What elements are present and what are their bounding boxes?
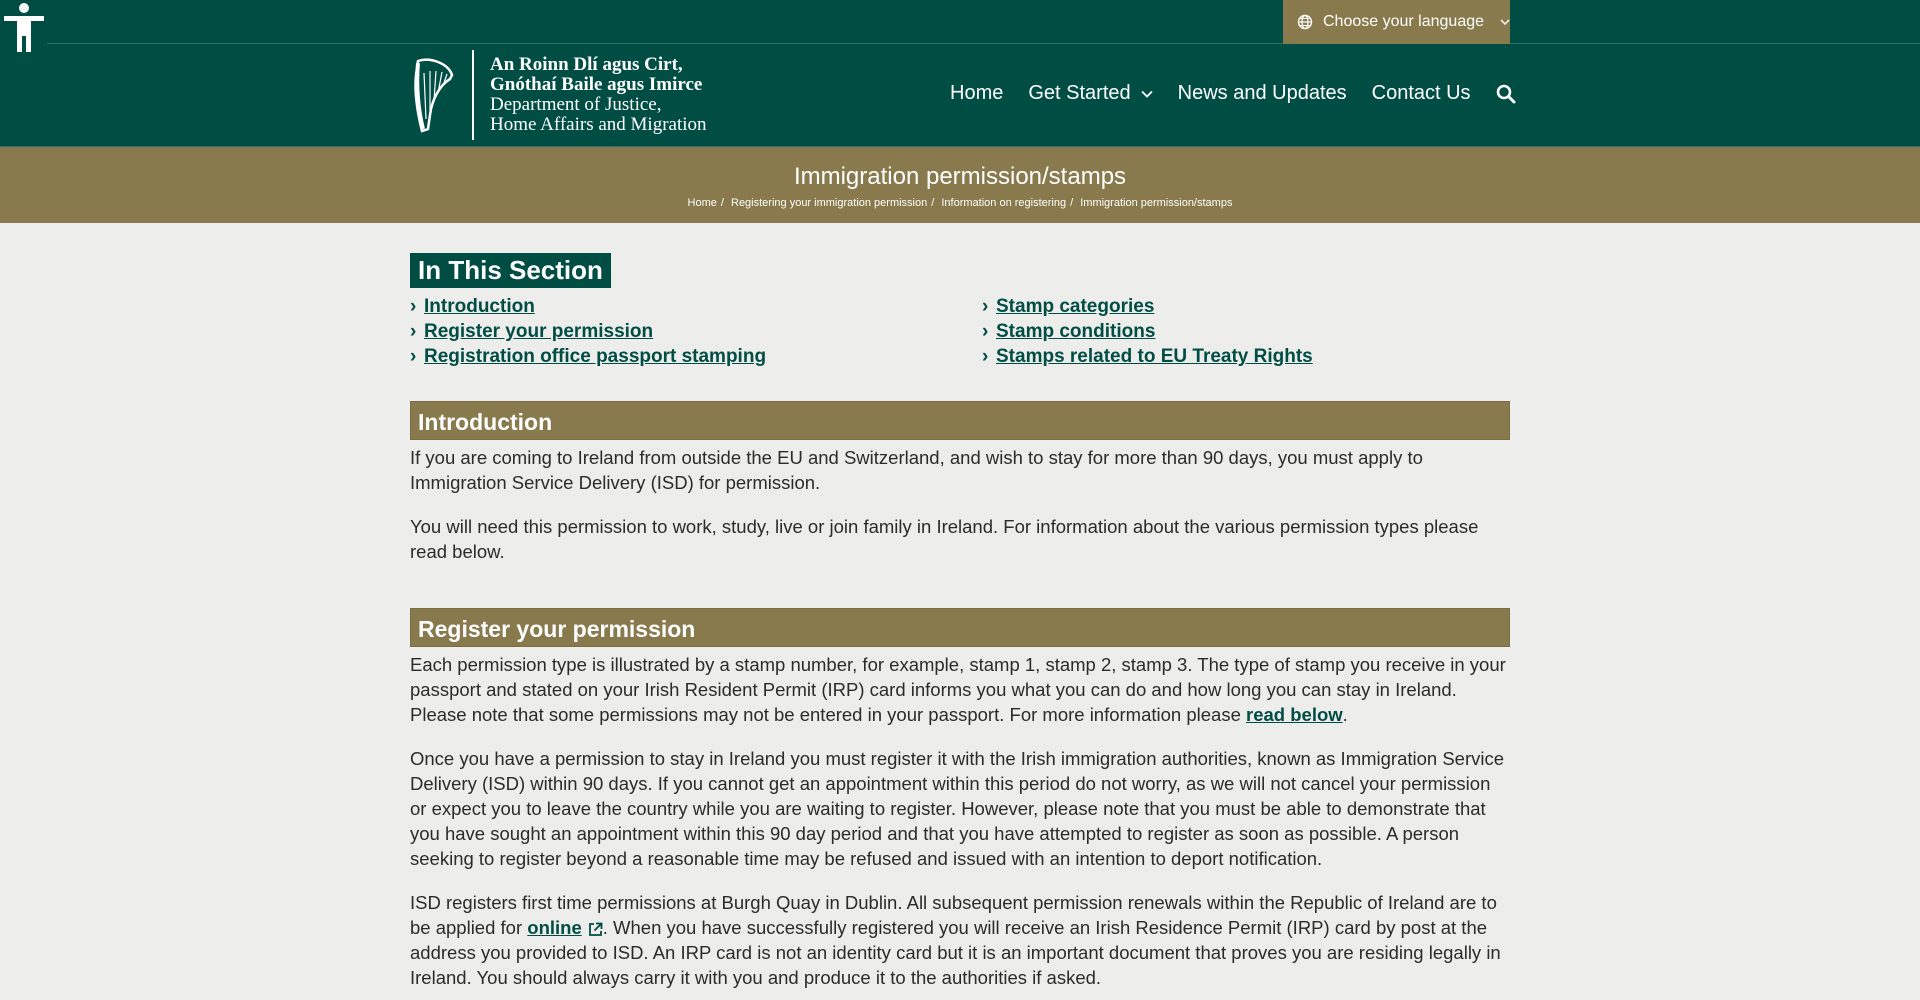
register-p3-text: ISD registers first time permissions at Burgh Quay in Dublin. All subsequent permission renewals within the Republic of Ireland are to be applied for xyxy=(410,892,1497,938)
breadcrumb-current: Immigration permission/stamps xyxy=(1080,197,1233,209)
nav-news-label: News and Updates xyxy=(1177,82,1347,104)
main-nav xyxy=(950,82,1516,105)
search-icon xyxy=(1496,84,1516,104)
register-paragraph-1 xyxy=(410,652,1510,727)
page-title: Immigration permission/stamps xyxy=(793,163,1127,190)
breadcrumb-home[interactable]: Home xyxy=(687,197,717,209)
read-below-link[interactable]: read below xyxy=(1246,704,1343,725)
logo-line-3: Department of Justice, xyxy=(490,94,662,115)
nav-home-label: Home xyxy=(950,82,1004,104)
department-name xyxy=(490,55,707,135)
logo-line-4: Home Affairs and Migration xyxy=(490,114,707,135)
breadcrumb-separator: / xyxy=(1070,197,1074,209)
language-selector[interactable] xyxy=(1283,0,1510,44)
nav-home[interactable] xyxy=(950,82,1003,105)
online-link[interactable] xyxy=(527,917,602,938)
globe-icon xyxy=(1297,14,1313,30)
in-this-section-heading: In This Section xyxy=(410,253,611,288)
link-stamp-conditions[interactable]: › Stamp conditions xyxy=(982,319,1510,344)
logo-divider xyxy=(472,50,474,140)
link-registration-office[interactable]: › Registration office passport stamping xyxy=(410,344,982,369)
site-header xyxy=(0,44,1920,147)
accessibility-icon xyxy=(2,2,46,52)
logo-line-2: Gnóthaí Baile agus Imirce xyxy=(490,74,703,95)
breadcrumb-separator: / xyxy=(931,197,935,209)
link-register-permission[interactable]: › Register your permission xyxy=(410,319,982,344)
language-label: Choose your language xyxy=(1323,13,1485,30)
external-link-icon xyxy=(588,922,603,937)
register-heading: Register your permission xyxy=(410,608,1510,647)
logo-line-1: An Roinn Dlí agus Cirt, xyxy=(490,54,683,75)
breadcrumb-separator: / xyxy=(720,197,724,209)
introduction-heading: Introduction xyxy=(410,401,1510,440)
page-banner xyxy=(0,147,1920,223)
top-bar xyxy=(0,0,1920,44)
breadcrumb-registering[interactable]: Registering your immigration permission xyxy=(731,197,928,209)
link-introduction[interactable]: › Introduction xyxy=(410,294,982,319)
section-links xyxy=(410,294,1510,369)
online-link-label: online xyxy=(527,917,582,938)
nav-get-started[interactable] xyxy=(1028,82,1152,105)
nav-news[interactable] xyxy=(1178,82,1347,105)
section-links-right xyxy=(982,294,1510,369)
harp-icon xyxy=(410,55,456,135)
accessibility-button[interactable] xyxy=(0,0,47,54)
section-links-left xyxy=(410,294,982,369)
register-paragraph-3 xyxy=(410,890,1510,990)
nav-get-started-label: Get Started xyxy=(1028,82,1131,104)
breadcrumb xyxy=(0,197,1920,209)
link-stamp-categories[interactable]: › Stamp categories xyxy=(982,294,1510,319)
breadcrumb-information[interactable]: Information on registering xyxy=(941,197,1067,209)
nav-contact[interactable] xyxy=(1372,82,1471,105)
register-p1-end: . xyxy=(1342,704,1348,725)
introduction-paragraph-1: If you are coming to Ireland from outside the EU and Switzerland, and wish to stay for more than 90 days, you must apply to Immigration Service Delivery (ISD) for permission. xyxy=(410,447,1423,493)
nav-contact-label: Contact Us xyxy=(1371,82,1471,104)
chevron-down-icon xyxy=(1500,18,1510,26)
link-eu-treaty-stamps[interactable]: › Stamps related to EU Treaty Rights xyxy=(982,344,1510,369)
department-logo[interactable] xyxy=(410,50,707,140)
search-button[interactable] xyxy=(1496,84,1516,104)
register-p1-text: Each permission type is illustrated by a stamp number, for example, stamp 1, stamp 2, stamp 3. The type of stamp you receive in your passport and stated on your Irish Resident Permit (IRP) card informs you what you can do and how long you can stay in Ireland. Please note that some permissions may not be entered in your passport. For more information please xyxy=(410,654,1506,725)
register-paragraph-2: Once you have a permission to stay in Ireland you must register it with the Irish immigration authorities, known as Immigration Service Delivery (ISD) within 90 days. If you cannot get an appointment within this period do not worry, as we will not cancel your permission or expect you to leave the country while you are waiting to register. However, please note that you must be able to demonstrate that you have sought an appointment within this 90 day period and that you have attempted to register as soon as possible. A person seeking to register beyond a reasonable time may be refused and issued with an intention to deport notification. xyxy=(410,748,1505,869)
register-p3-end: . When you have successfully registered you will receive an Irish Residence Permit (IRP) card by post at the address you provided to ISD. An IRP card is not an identity card but it is an important document that proves you are residing legally in Ireland. You should always carry it with you and produce it to the authorities if asked. xyxy=(410,917,1501,988)
introduction-paragraph-2: You will need this permission to work, study, live or join family in Ireland. For information about the various permission types please read below. xyxy=(410,516,1479,562)
main-content xyxy=(410,253,1510,990)
chevron-down-icon xyxy=(1141,90,1153,98)
